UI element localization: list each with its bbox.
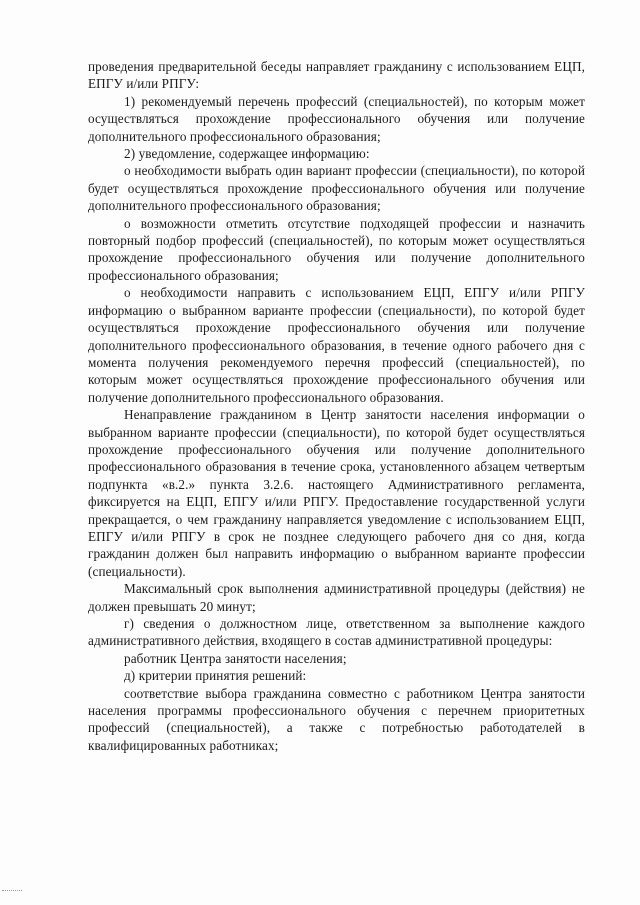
paragraph: о возможности отметить отсутствие подходящей профессии и назначить повторный подбор профессий (специальностей), по которым может осуществляться прохождение профессионального обучения или получение дополнительного профессионального образования;: [88, 215, 585, 283]
paragraph: д) критерии принятия решений:: [124, 668, 307, 684]
paragraph: о необходимости направить с использованием ЕЦП, ЕПГУ и/или РПГУ информацию о выбранном варианте профессии (специальности), по которой будет осуществляться прохождение профессионального обучения или получение дополнительного профессионального образования, в течение одного рабочего дня с момента получения рекомендуемого перечня профессий (специальностей), по которым может осуществляться прохождение профессионального обучения или получение дополнительного профессионального образования.: [88, 285, 585, 405]
paragraph: Максимальный срок выполнения административной процедуры (действия) не должен превышать 20 минут;: [88, 581, 585, 614]
paragraph: Ненаправление гражданином в Центр занятости населения информации о выбранном варианте профессии (специальности), по которой будет осуществляться прохождение профессионального обучения или получение дополнительного профессионального образования в течение срока, установленного абзацем четвертым подпункта «в.2.» пункта 3.2.6. настоящего Административного регламента, фиксируется на ЕЦП, ЕПГУ и/или РПГУ. Предоставление государственной услуги прекращается, о чем гражданину направляется уведомление с использованием ЕЦП, ЕПГУ и/или РПГУ в срок не позднее следующего рабочего дня со дня, когда гражданин должен был направить информацию о выбранном варианте профессии (специальности).: [88, 407, 585, 579]
paragraph: работник Центра занятости населения;: [124, 650, 347, 666]
document-body: [88, 58, 585, 754]
paragraph: проведения предварительной беседы направляет гражданину с использованием ЕЦП, ЕПГУ и/или РПГУ:: [88, 59, 585, 92]
paragraph: г) сведения о должностном лице, ответственном за выполнение каждого административного действия, входящего в состав административной процедуры:: [88, 616, 585, 649]
paragraph: 2) уведомление, содержащее информацию:: [124, 146, 370, 162]
paragraph: о необходимости выбрать один вариант профессии (специальности), по которой будет осуществляться прохождение профессионального обучения или получение дополнительного профессионального образования;: [88, 163, 585, 214]
paragraph: 1) рекомендуемый перечень профессий (специальностей), по которым может осуществляться прохождение профессионального обучения или получение дополнительного профессионального образования;: [88, 93, 585, 144]
paragraph: соответствие выбора гражданина совместно с работником Центра занятости населения программы профессионального обучения с перечнем приоритетных профессий (специальностей), а также с потребностью работодателей в квалифицированных работниках;: [88, 685, 585, 753]
scan-edge-mark: [2, 890, 22, 893]
